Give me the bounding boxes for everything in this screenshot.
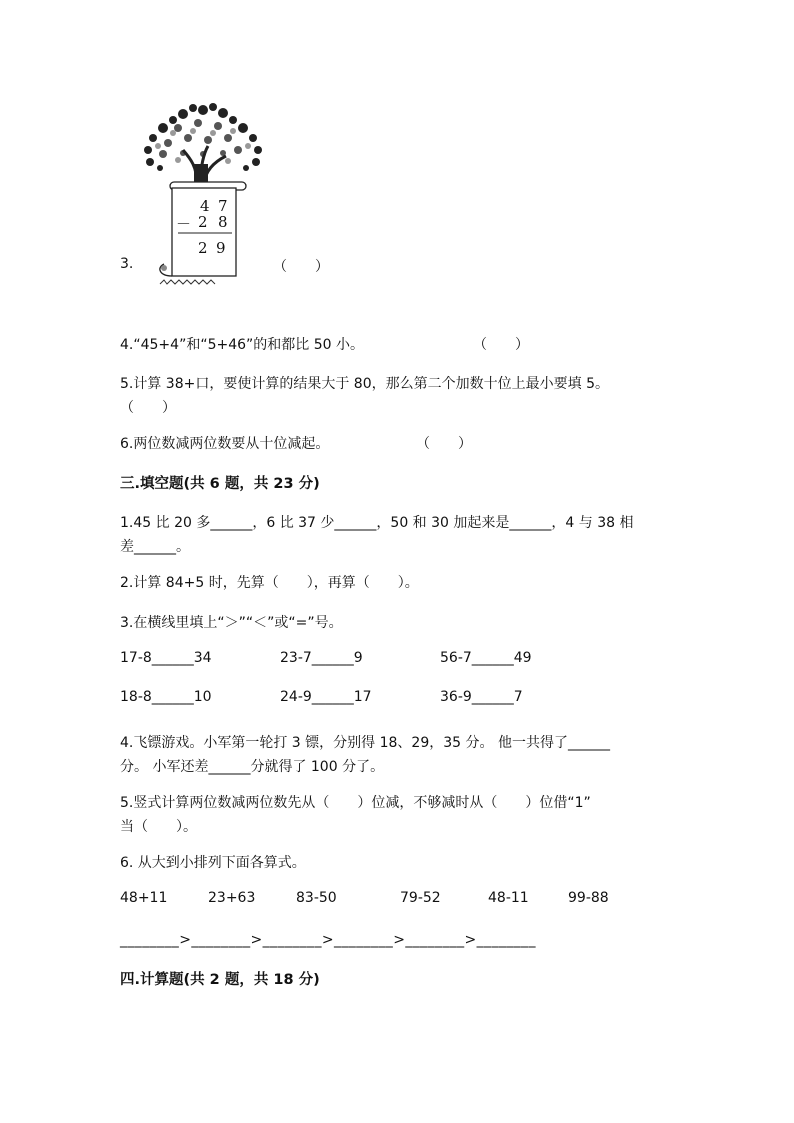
comparison-item[interactable]: 18-8______10 bbox=[120, 689, 212, 705]
subtraction-top-tens: 4 bbox=[200, 197, 210, 215]
ordering-answer-chain[interactable]: ________>________>________>________>________>________ bbox=[120, 932, 536, 948]
section-3-title: 三.填空题(共 6 题，共 23 分) bbox=[120, 476, 320, 492]
question-5 bbox=[120, 372, 609, 420]
fill-question-1-line2: 差______。 bbox=[120, 539, 190, 555]
question-5-answer-paren[interactable]: （ ） bbox=[120, 400, 176, 416]
fill-question-5 bbox=[120, 791, 591, 839]
expression-item: 23+63 bbox=[208, 890, 256, 906]
question-4-text: 4.“45+4”和“5+46”的和都比 50 小。 bbox=[120, 337, 364, 353]
subtraction-bottom-ones: 8 bbox=[218, 213, 228, 231]
comparison-item[interactable]: 24-9______17 bbox=[280, 689, 372, 705]
question-3-answer-paren[interactable]: （ ） bbox=[273, 259, 329, 275]
question-4-answer-paren[interactable]: （ ） bbox=[473, 337, 529, 353]
fill-question-5-line2: 当（ ）。 bbox=[120, 819, 197, 835]
comparison-item[interactable]: 17-8______34 bbox=[120, 650, 212, 666]
comparison-row-1 bbox=[120, 650, 680, 674]
fill-question-1 bbox=[120, 511, 633, 559]
subtraction-result-ones: 9 bbox=[216, 239, 226, 257]
section-4-title: 四.计算题(共 2 题，共 18 分) bbox=[120, 972, 320, 988]
question-6-answer-paren[interactable]: （ ） bbox=[416, 436, 472, 452]
fill-question-4-line1: 4.飞镖游戏。小军第一轮打 3 镖，分别得 18、29，35 分。 他一共得了______ bbox=[120, 735, 610, 751]
fill-question-5-line1: 5.竖式计算两位数减两位数先从（ ）位减，不够减时从（ ）位借“1” bbox=[120, 795, 591, 811]
question-3-number: 3. bbox=[120, 256, 134, 272]
subtraction-bottom-tens: 2 bbox=[198, 213, 208, 231]
question-6 bbox=[120, 432, 329, 456]
comparison-row-2 bbox=[120, 689, 680, 713]
question-4 bbox=[120, 333, 364, 357]
expression-item: 79-52 bbox=[400, 890, 441, 906]
fill-question-6: 6. 从大到小排列下面各算式。 bbox=[120, 855, 306, 871]
tree-scroll-illustration bbox=[138, 98, 268, 294]
fill-question-3: 3.在横线里填上“＞”“＜”或“=”号。 bbox=[120, 615, 343, 631]
subtraction-top-ones: 7 bbox=[218, 197, 228, 215]
expression-item: 99-88 bbox=[568, 890, 609, 906]
question-5-text: 5.计算 38+口，要使计算的结果大于 80，那么第二个加数十位上最小要填 5。 bbox=[120, 376, 609, 392]
comparison-item[interactable]: 36-9______7 bbox=[440, 689, 523, 705]
subtraction-minus-sign: － bbox=[176, 215, 192, 233]
fill-question-1-line1: 1.45 比 20 多______，6 比 37 少______，50 和 30 加起来是______，4 与 38 相 bbox=[120, 515, 634, 531]
comparison-item[interactable]: 56-7______49 bbox=[440, 650, 532, 666]
tree-icon bbox=[138, 98, 268, 290]
expression-item: 83-50 bbox=[296, 890, 337, 906]
fill-question-4 bbox=[120, 731, 610, 779]
question-6-text: 6.两位数减两位数要从十位减起。 bbox=[120, 436, 330, 452]
fill-question-4-line2: 分。 小军还差______分就得了 100 分了。 bbox=[120, 759, 385, 775]
comparison-item[interactable]: 23-7______9 bbox=[280, 650, 363, 666]
expressions-row bbox=[120, 890, 680, 914]
expression-item: 48+11 bbox=[120, 890, 168, 906]
fill-question-2: 2.计算 84+5 时，先算（ ），再算（ ）。 bbox=[120, 575, 419, 591]
expression-item: 48-11 bbox=[488, 890, 529, 906]
subtraction-result-tens: 2 bbox=[198, 239, 208, 257]
